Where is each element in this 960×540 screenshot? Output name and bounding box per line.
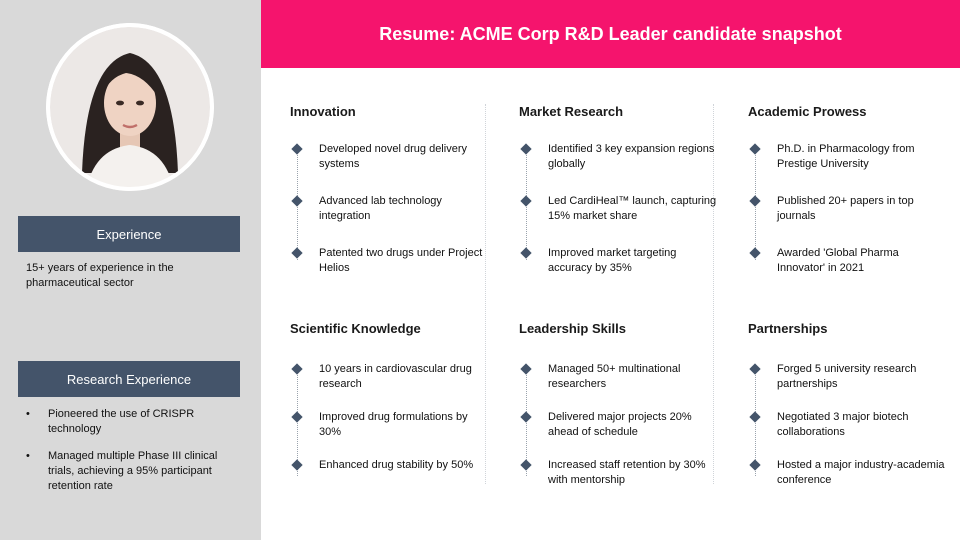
section-items: Identified 3 key expansion regions globally Led CardiHeal™ launch, capturing 15% market share Improved market targeting accuracy by 35% (519, 144, 719, 274)
research-experience-header (18, 361, 240, 397)
section-items: Managed 50+ multinational researchers Delivered major projects 20% ahead of schedule Increased staff retention by 30% with mentorship (519, 364, 719, 490)
diamond-bullet-icon (749, 195, 760, 206)
diamond-bullet-icon (291, 363, 302, 374)
diamond-bullet-icon (520, 143, 531, 154)
section-items: 10 years in cardiovascular drug research Improved drug formulations by 30% Enhanced drug stability by 50% (290, 364, 490, 490)
candidate-photo (46, 23, 214, 191)
diamond-bullet-icon (291, 143, 302, 154)
experience-text: 15+ years of experience in the pharmaceutical sector (26, 262, 174, 289)
research-bullet: • Pioneered the use of CRISPR technology (26, 407, 241, 437)
research-bullet: • Managed multiple Phase III clinical trials, achieving a 95% participant retention rate (26, 449, 241, 494)
diamond-bullet-icon (520, 247, 531, 258)
diamond-bullet-icon (749, 363, 760, 374)
diamond-bullet-icon (520, 411, 531, 422)
diamond-bullet-icon (749, 411, 760, 422)
sidebar (0, 0, 261, 540)
diamond-bullet-icon (291, 247, 302, 258)
diamond-bullet-icon (291, 195, 302, 206)
section-title: Partnerships (748, 321, 828, 336)
diamond-bullet-icon (749, 459, 760, 470)
experience-header (18, 216, 240, 252)
section-title: Academic Prowess (748, 104, 867, 119)
section-items: Developed novel drug delivery systems Advanced lab technology integration Patented two drugs under Project Helios (290, 144, 490, 274)
diamond-bullet-icon (520, 363, 531, 374)
section-title: Innovation (290, 104, 356, 119)
experience-heading: Experience (96, 226, 162, 242)
section-items: Forged 5 university research partnerships Negotiated 3 major biotech collaborations Hosted a major industry-academia conference (748, 364, 948, 490)
diamond-bullet-icon (520, 459, 531, 470)
title-banner (261, 0, 960, 68)
section-title: Market Research (519, 104, 624, 119)
diamond-bullet-icon (749, 247, 760, 258)
research-experience-list (26, 407, 241, 506)
research-experience-heading: Research Experience (66, 371, 192, 387)
diamond-bullet-icon (291, 411, 302, 422)
diamond-bullet-icon (520, 195, 531, 206)
section-title: Scientific Knowledge (290, 321, 421, 336)
section-title: Leadership Skills (519, 321, 626, 336)
page-title: Resume: ACME Corp R&D Leader candidate snapshot (379, 23, 842, 44)
diamond-bullet-icon (749, 143, 760, 154)
diamond-bullet-icon (291, 459, 302, 470)
portrait-photo-icon (46, 23, 214, 191)
section-items: Ph.D. in Pharmacology from Prestige University Published 20+ papers in top journals Awarded 'Global Pharma Innovator' in 2021 (748, 144, 948, 274)
